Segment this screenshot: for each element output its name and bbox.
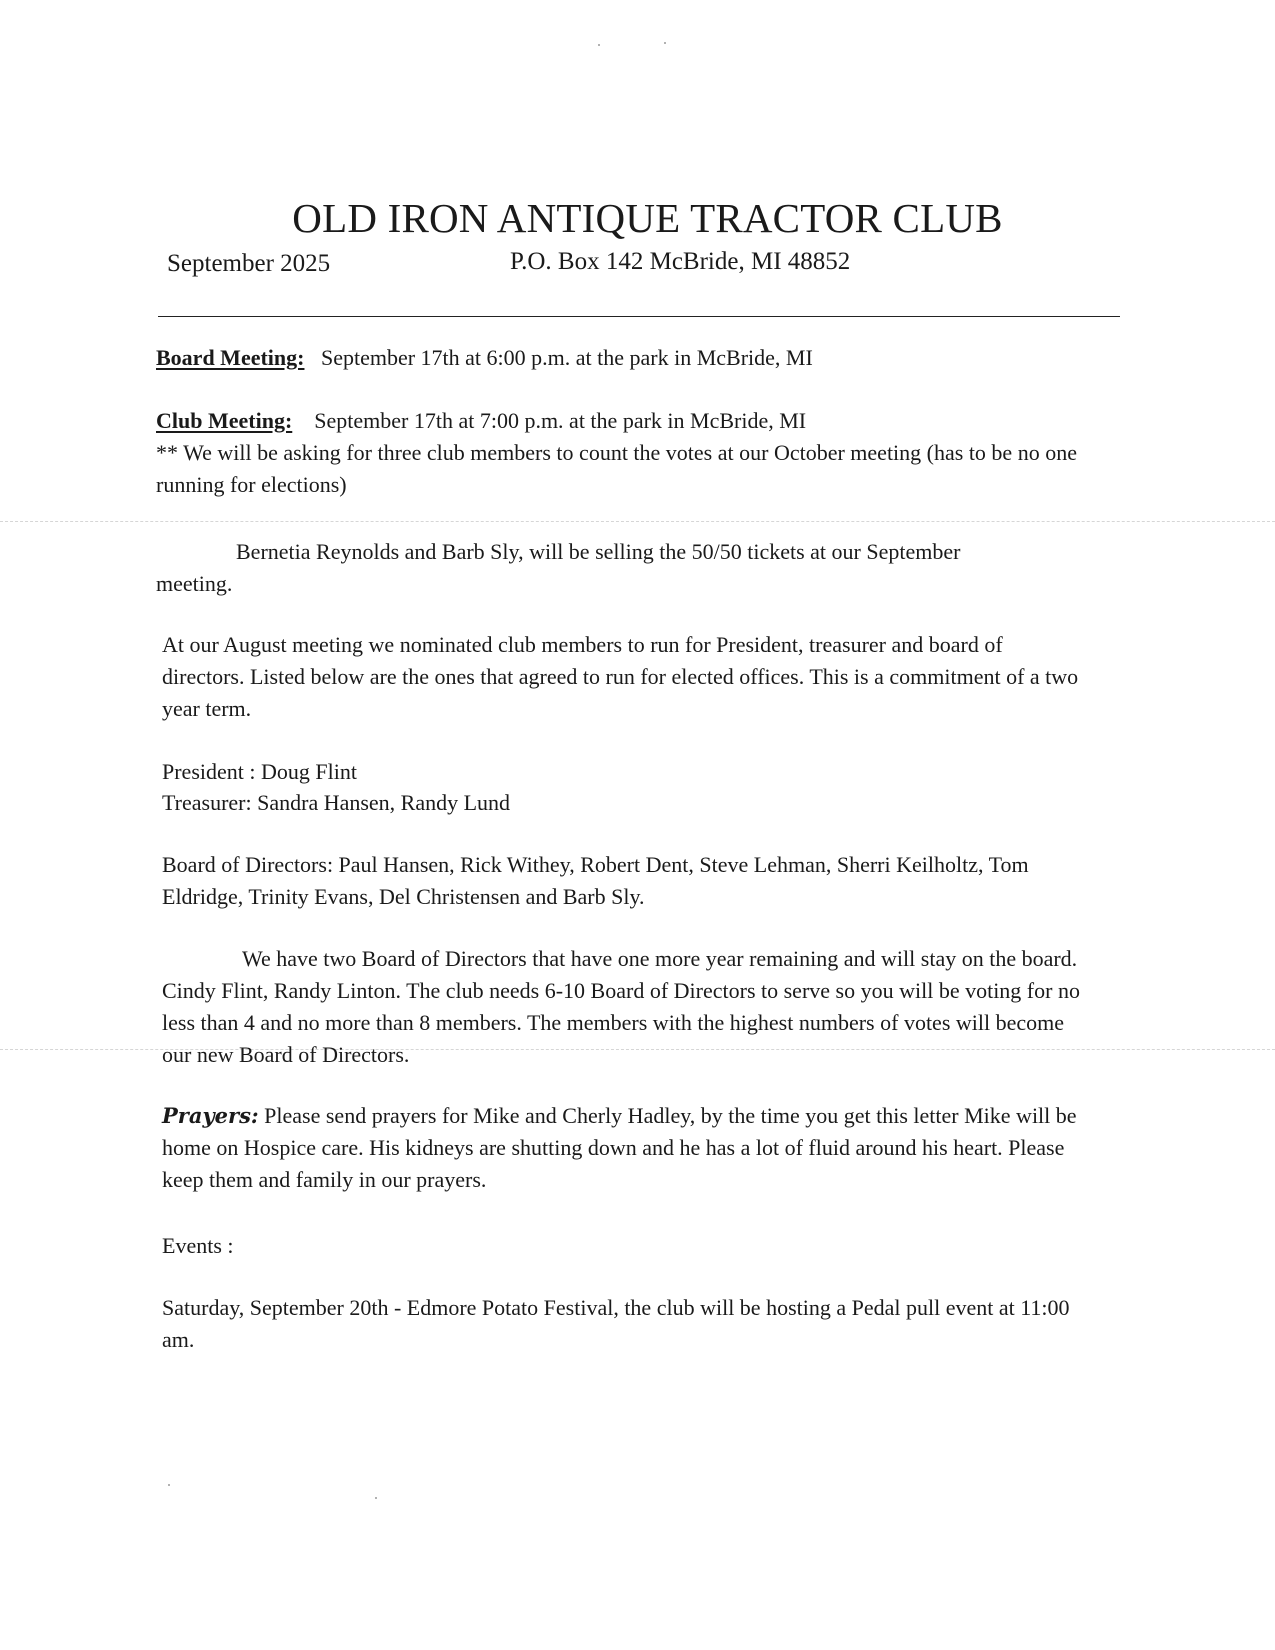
prayers-text: Please send prayers for Mike and Cherly Hadley, by the time you get this letter Mike will be home on Hospice care. His kidneys are shutting down and he has a lot of fluid around his heart. Please keep them and family in our prayers.	[162, 1103, 1077, 1192]
issue-date: September 2025	[167, 250, 331, 277]
scan-speck	[375, 1497, 377, 1499]
scan-speck	[598, 44, 600, 46]
president-candidate: President : Doug Flint	[162, 759, 357, 784]
club-meeting-details: September 17th at 7:00 p.m. at the park in McBride, MI	[314, 408, 807, 433]
prayers-label: Prayers:	[162, 1103, 259, 1128]
nominations-paragraph: At our August meeting we nominated club members to run for President, treasurer and board of directors. Listed below are the ones that agreed to run for elected offices. This is a commitment of a two year term.	[162, 632, 1079, 721]
club-meeting-label: Club Meeting:	[156, 408, 293, 433]
board-meeting-section	[156, 342, 1136, 374]
board-meeting-details: September 17th at 6:00 p.m. at the park in McBride, MI	[320, 345, 813, 370]
club-address: P.O. Box 142 McBride, MI 48852	[510, 248, 851, 275]
treasurer-candidates: Treasurer: Sandra Hansen, Randy Lund	[162, 790, 511, 815]
events-heading: Events :	[162, 1233, 234, 1258]
board-meeting-label: Board Meeting:	[156, 345, 305, 370]
prayers-section	[162, 1100, 1097, 1196]
newsletter-title: OLD IRON ANTIQUE TRACTOR CLUB	[292, 195, 1003, 241]
club-meeting-section	[156, 405, 1091, 501]
scan-speck	[664, 42, 666, 44]
header-divider	[158, 316, 1120, 317]
club-meeting-note: ** We will be asking for three club members to count the votes at our October meeting (has to be no one running for elections)	[156, 440, 1077, 497]
remaining-directors-paragraph: We have two Board of Directors that have one more year remaining and will stay on the board. Cindy Flint, Randy Linton. The club needs 6-10 Board of Directors to serve so you will be voting for no less than 4 and no more than 8 members. The members with the highest numbers of votes will become our new Board of Directors.	[162, 946, 1080, 1067]
tickets-paragraph: Bernetia Reynolds and Barb Sly, will be selling the 50/50 tickets at our September meeting.	[156, 539, 961, 596]
scan-artifact-line	[0, 521, 1275, 522]
scan-speck	[168, 1484, 170, 1486]
board-candidates: Board of Directors: Paul Hansen, Rick Withey, Robert Dent, Steve Lehman, Sherri Keilholtz, Tom Eldridge, Trinity Evans, Del Christensen and Barb Sly.	[162, 852, 1029, 909]
event-item: Saturday, September 20th - Edmore Potato Festival, the club will be hosting a Pedal pull event at 11:00 am.	[162, 1295, 1070, 1352]
